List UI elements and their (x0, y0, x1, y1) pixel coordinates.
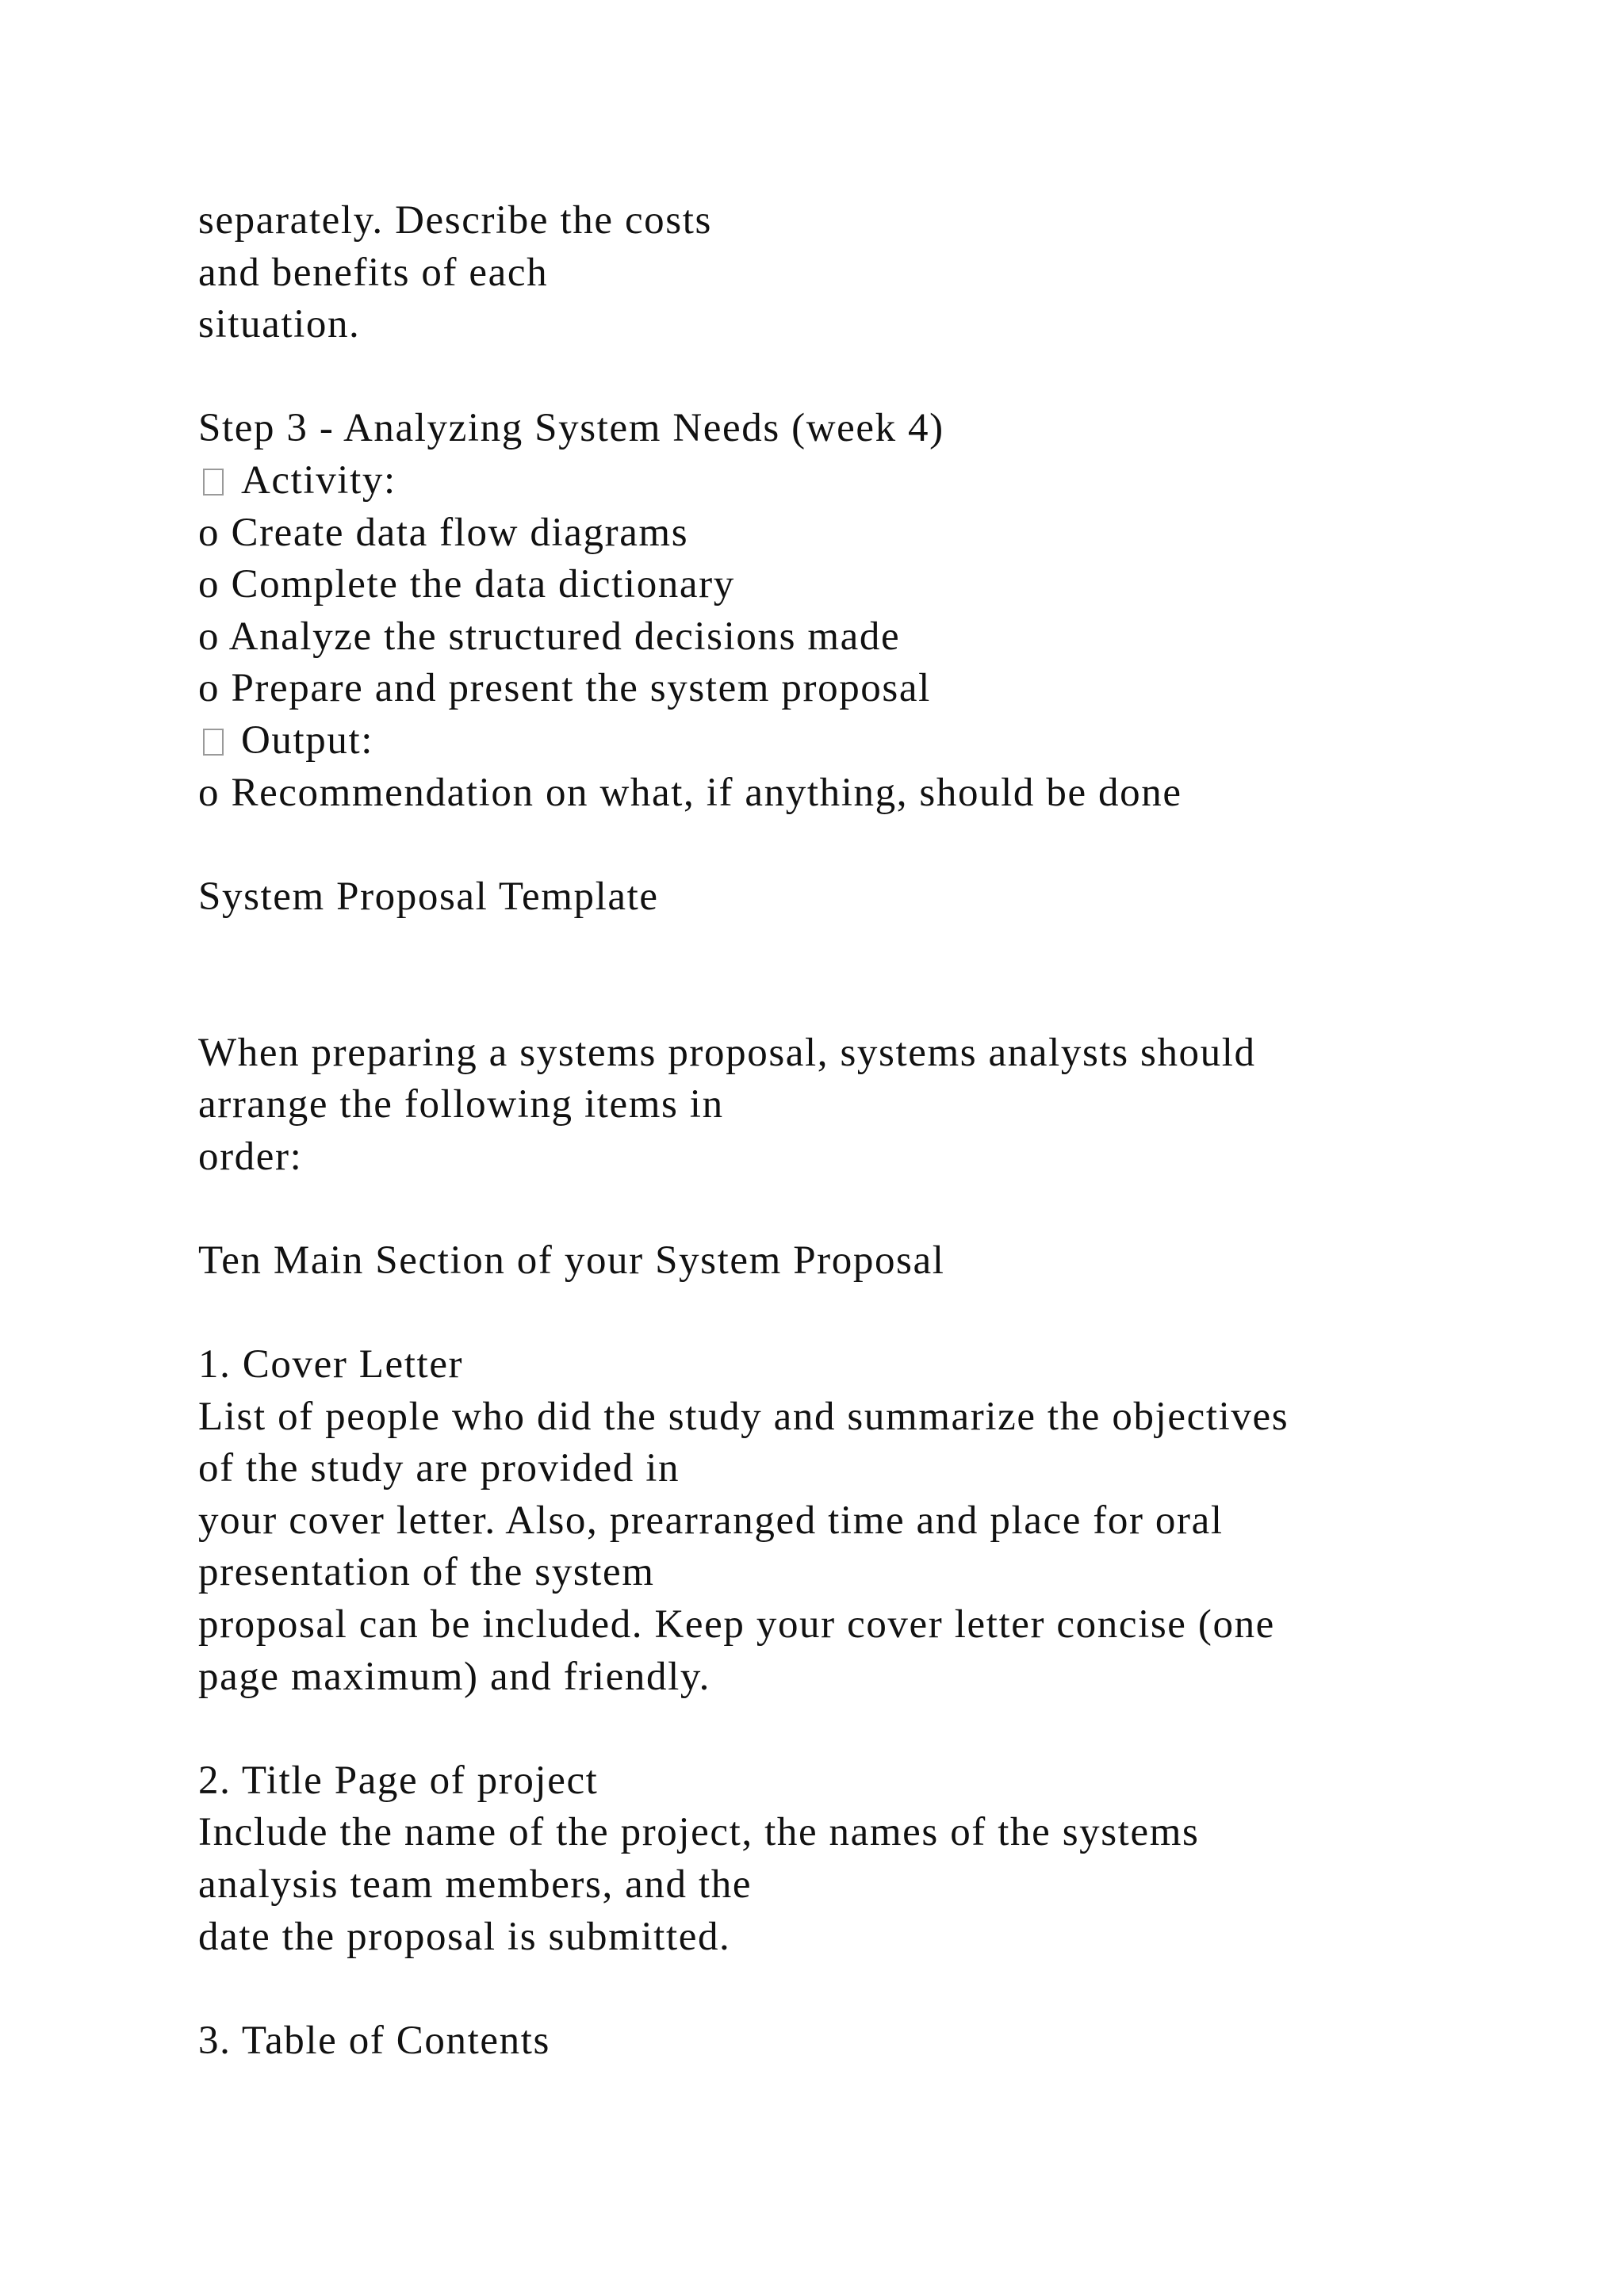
line-text: Ten Main Section of your System Proposal (198, 1238, 945, 1283)
text-line (198, 611, 1546, 664)
text-line (198, 1651, 1546, 1704)
blank-line (198, 1287, 1546, 1339)
line-text: date the proposal is submitted. (198, 1914, 731, 1959)
blank-line (198, 819, 1546, 871)
line-text: arrange the following items in (198, 1082, 724, 1127)
text-line (198, 767, 1546, 820)
text-line (198, 403, 1546, 455)
blank-line (198, 975, 1546, 1027)
text-line (198, 1807, 1546, 1859)
line-text: your cover letter. Also, prearranged time and place for oral (198, 1498, 1224, 1543)
line-text: 2. Title Page of project (198, 1758, 599, 1803)
text-line (198, 1027, 1546, 1080)
text-line (198, 1755, 1546, 1808)
text-line (198, 1599, 1546, 1651)
line-text: proposal can be included. Keep your cover letter concise (one (198, 1602, 1275, 1647)
blank-line (198, 1703, 1546, 1755)
line-text: of the study are provided in (198, 1446, 680, 1491)
blank-line (198, 1183, 1546, 1235)
line-text: and benefits of each (198, 250, 549, 295)
line-text: Activity: (241, 457, 396, 503)
text-line (198, 715, 1546, 767)
line-text: System Proposal Template (198, 874, 659, 919)
line-text: List of people who did the study and summarize the objectives (198, 1394, 1289, 1439)
line-text: situation. (198, 302, 361, 347)
bullet-box-icon (203, 729, 224, 756)
line-text: o Recommendation on what, if anything, should be done (198, 770, 1182, 815)
line-text: Output: (241, 718, 374, 763)
text-line (198, 507, 1546, 560)
text-line (198, 1391, 1546, 1444)
text-line (198, 1495, 1546, 1548)
text-line (198, 1079, 1546, 1131)
text-line (198, 1859, 1546, 1911)
line-text: 1. Cover Letter (198, 1342, 464, 1387)
text-line (198, 2015, 1546, 2068)
text-line (198, 1911, 1546, 1964)
bullet-box-icon (203, 469, 224, 496)
line-text: When preparing a systems proposal, systems analysts should (198, 1030, 1256, 1075)
line-text: Step 3 - Analyzing System Needs (week 4) (198, 406, 944, 451)
line-text: o Analyze the structured decisions made (198, 614, 901, 659)
text-line (198, 299, 1546, 351)
text-line (198, 1131, 1546, 1184)
line-text: analysis team members, and the (198, 1862, 753, 1907)
text-line (198, 1235, 1546, 1288)
line-text: Include the name of the project, the names of the systems (198, 1810, 1200, 1855)
text-line (198, 559, 1546, 611)
line-text: 3. Table of Contents (198, 2018, 550, 2063)
line-text: presentation of the system (198, 1550, 655, 1595)
line-text: separately. Describe the costs (198, 198, 712, 243)
text-line (198, 195, 1546, 247)
text-line (198, 663, 1546, 715)
line-text: o Create data flow diagrams (198, 510, 689, 555)
blank-line (198, 1963, 1546, 2015)
line-text: page maximum) and friendly. (198, 1654, 711, 1699)
line-text: o Prepare and present the system proposal (198, 666, 931, 711)
text-line (198, 247, 1546, 300)
blank-line (198, 351, 1546, 404)
text-line (198, 1547, 1546, 1599)
document-body (198, 195, 1546, 2067)
text-line (198, 455, 1546, 507)
blank-line (198, 923, 1546, 975)
line-text: o Complete the data dictionary (198, 562, 735, 607)
line-text: order: (198, 1134, 303, 1179)
text-line (198, 871, 1546, 924)
text-line (198, 1443, 1546, 1495)
text-line (198, 1339, 1546, 1391)
